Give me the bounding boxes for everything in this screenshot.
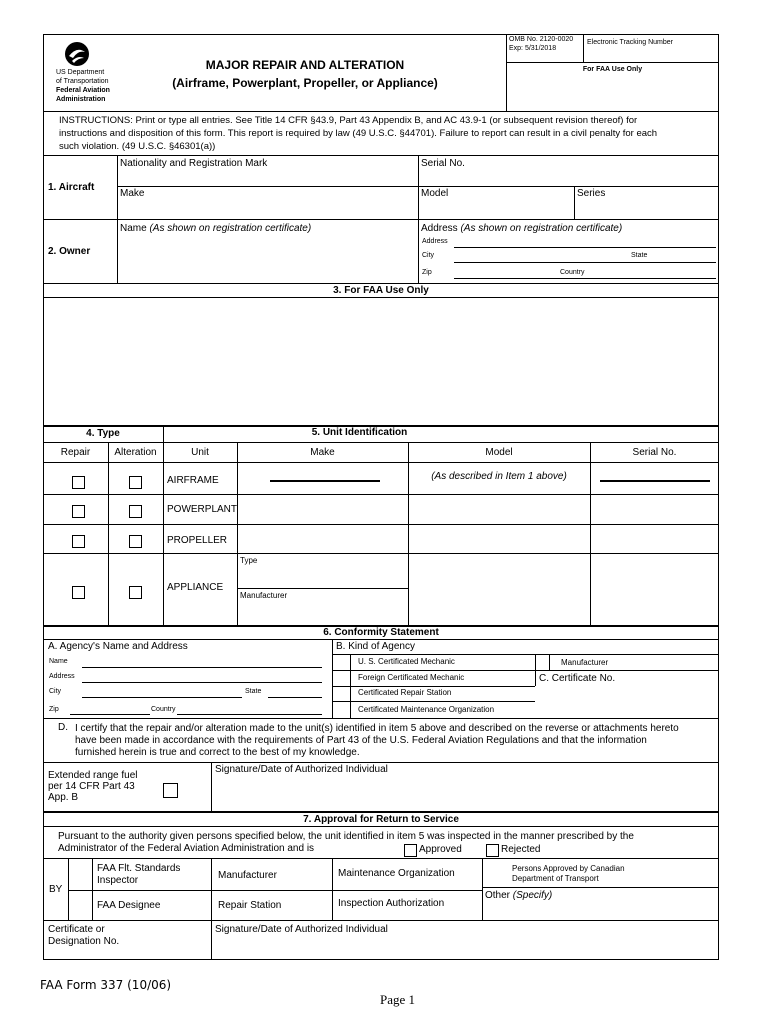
kind-repair-station-checkbox[interactable] [333,687,350,701]
appliance-manufacturer-label: Manufacturer [240,591,288,600]
appliance-manufacturer-field[interactable] [239,601,406,623]
airframe-model-note-text: (As described in Item 1 above) [431,471,567,482]
nationality-label: Nationality and Registration Mark [120,158,268,169]
faa-use-only-box [507,75,719,110]
dept-line-1: US Department [56,69,105,76]
faa-use-only-label: For FAA Use Only [582,66,643,73]
tracking-number-label: Electronic Tracking Number [587,39,673,46]
owner-name-text: Name [120,223,147,234]
flt-standards-label-1: FAA Flt. Standards [97,863,181,874]
approval-signature-label: Signature/Date of Authorized Individual [215,924,388,935]
agency-state-label: State [245,688,262,695]
certify-line-2: have been made in accordance with the requirements of Part 43 of the U.S. Federal Aviation Regulations and that the information [75,735,647,746]
airframe-make-line [270,480,380,482]
airframe-alteration-checkbox[interactable] [129,476,142,489]
dot-logo-icon [64,41,90,67]
appliance-alteration-checkbox[interactable] [129,586,142,599]
agency-city-label: City [49,688,62,695]
propeller-repair-checkbox[interactable] [72,535,85,548]
rejected-label: Rejected [501,844,541,855]
kind-maint-org-label: Certificated Maintenance Organization [358,705,495,714]
approval-maint-org-label: Maintenance Organization [338,868,455,879]
designation-no-label-2: Designation No. [48,936,120,947]
owner-city-label: City [422,252,435,259]
other-specify-field[interactable] [484,902,717,919]
agency-state-field[interactable] [268,697,322,698]
omb-expiration: Exp: 5/31/2018 [509,45,557,52]
appliance-type-label: Type [240,556,258,565]
kind-manufacturer-checkbox[interactable] [536,655,549,670]
inspection-auth-label: Inspection Authorization [338,898,445,909]
certificate-no-field[interactable] [537,687,717,717]
agency-city-field[interactable] [82,697,242,698]
agency-country-field[interactable] [177,714,322,715]
rejected-checkbox[interactable] [486,844,499,857]
owner-name-label [120,223,311,234]
agency-country-label: Country [151,706,176,713]
unit-header: Unit [191,447,209,458]
certify-d-label: D. [58,722,68,733]
powerplant-repair-checkbox[interactable] [72,505,85,518]
instructions-line-2: instructions and disposition of this form. This report is required by law (49 U.S.C. §44701). Failure to report can result in a civil penalty for each [59,128,658,139]
owner-zip-label: Zip [422,269,432,276]
serial-label: Serial No. [421,158,465,169]
propeller-label: PROPELLER [167,535,228,546]
ext-range-line-2: per 14 CFR Part 43 [48,781,135,792]
approval-line-2: Administrator of the Federal Aviation Administration and is [58,843,315,854]
designation-no-field[interactable] [44,948,210,959]
serial-header: Serial No. [632,447,677,458]
owner-address-field[interactable] [454,247,716,248]
type-section-label: 4. Type [86,428,120,439]
aircraft-series-field[interactable] [577,200,717,216]
conformity-signature-label: Signature/Date of Authorized Individual [215,764,388,775]
flt-standards-label-2: Inspector [97,875,139,886]
owner-address-note: (As shown on registration certificate) [460,223,623,234]
other-text: Other [485,890,511,901]
unit-id-section-label: 5. Unit Identification [311,427,408,438]
airframe-label: AIRFRAME [167,475,219,486]
model-header: Model [485,447,513,458]
powerplant-make-field[interactable] [239,496,406,522]
owner-section-label: 2. Owner [48,246,91,257]
kind-repair-station-label: Certificated Repair Station [358,688,452,697]
faa-use-area[interactable] [44,298,718,424]
powerplant-serial-field[interactable] [592,496,718,522]
owner-state-label: State [631,252,648,259]
certify-line-1: I certify that the repair and/or alteration made to the unit(s) identified in item 5 above and described on the reverse or attachments hereto [75,723,679,734]
faa-logo [64,41,90,67]
owner-address-sub: Address [422,238,448,245]
dept-line-4: Administration [56,96,106,103]
owner-country-label: Country [560,269,585,276]
agency-zip-field[interactable] [70,714,150,715]
ext-range-line-3: App. B [48,792,79,803]
instructions-line-3: such violation. (49 U.S.C. §46301(a)) [59,141,216,152]
agency-address-field[interactable] [82,682,322,683]
propeller-alteration-checkbox[interactable] [129,535,142,548]
agency-name-label-sm: Name [49,658,68,665]
kind-manufacturer-label: Manufacturer [561,658,609,667]
appliance-label: APPLIANCE [167,582,224,593]
tracking-number-field[interactable] [584,48,718,62]
powerplant-alteration-checkbox[interactable] [129,505,142,518]
approval-section-label: 7. Approval for Return to Service [303,814,459,825]
owner-address-label [421,223,622,234]
owner-zip-field[interactable] [454,278,716,279]
appliance-type-field[interactable] [239,566,406,586]
appliance-model-field[interactable] [410,555,588,623]
agency-name-field[interactable] [82,667,322,668]
agency-name-label: A. Agency's Name and Address [48,641,188,652]
propeller-serial-field[interactable] [592,526,718,551]
kind-of-agency-label: B. Kind of Agency [336,641,415,652]
repair-header: Repair [60,447,91,458]
canadian-label-1: Persons Approved by Canadian [512,864,625,873]
faa-designee-checkbox[interactable] [69,891,92,919]
approval-manufacturer-label: Manufacturer [218,870,277,881]
kind-foreign-mechanic-checkbox[interactable] [333,671,350,686]
page-number: Page 1 [380,992,416,1007]
airframe-model-note [408,471,590,482]
agency-address-label: Address [49,673,75,680]
approved-checkbox[interactable] [404,844,417,857]
form-number: FAA Form 337 (10/06) [40,978,172,992]
owner-name-field[interactable] [120,236,416,280]
conformity-section-label: 6. Conformity Statement [323,627,439,638]
dept-line-2: of Transportation [56,78,109,85]
approved-label: Approved [419,844,462,855]
canadian-label-2: Department of Transport [512,874,599,883]
omb-number: OMB No. 2120-0020 [509,36,574,43]
flt-standards-checkbox[interactable] [69,859,92,890]
form-title: MAJOR REPAIR AND ALTERATION [205,58,405,72]
make-header: Make [310,447,335,458]
kind-maint-org-checkbox[interactable] [333,702,350,717]
instructions-line-1: INSTRUCTIONS: Print or type all entries. See Title 14 CFR §43.9, Part 43 Appendix B, and AC 43.9-1 (or subsequent revision thereof) for [59,115,638,126]
kind-us-mechanic-checkbox[interactable] [333,655,350,670]
conformity-signature-field[interactable] [214,777,717,809]
model-label: Model [421,188,449,199]
appliance-repair-checkbox[interactable] [72,586,85,599]
propeller-make-field[interactable] [239,526,406,551]
powerplant-label: POWERPLANT [167,504,238,515]
other-note: (Specify) [512,890,553,901]
nationality-field[interactable] [120,170,416,184]
owner-city-field[interactable] [454,262,716,263]
propeller-model-field[interactable] [410,526,588,551]
approval-repair-station-label: Repair Station [218,900,282,911]
certificate-no-label: C. Certificate No. [539,673,616,684]
designation-no-label-1: Certificate or [48,924,105,935]
aircraft-serial-field[interactable] [421,170,717,184]
ext-range-line-1: Extended range fuel [48,770,138,781]
approval-signature-field[interactable] [214,936,717,959]
form-subtitle: (Airframe, Powerplant, Propeller, or Appliance) [172,76,438,90]
aircraft-make-field[interactable] [120,200,416,216]
airframe-repair-checkbox[interactable] [72,476,85,489]
approval-line-1: Pursuant to the authority given persons specified below, the unit identified in item 5 was inspected in the manner prescribed by the [58,831,634,842]
other-label [485,890,552,901]
by-label: BY [49,884,63,895]
aircraft-section-label: 1. Aircraft [48,182,95,193]
airframe-serial-line [600,480,710,482]
ext-range-checkbox[interactable] [163,783,178,798]
alteration-header: Alteration [114,447,157,458]
make-label: Make [120,188,145,199]
faa-use-section-label: 3. For FAA Use Only [333,285,429,296]
owner-address-text: Address [421,223,458,234]
kind-foreign-mechanic-label: Foreign Certificated Mechanic [358,673,465,682]
certify-line-3: furnished herein is true and correct to the best of my knowledge. [75,747,360,758]
kind-us-mechanic-label: U. S. Certificated Mechanic [358,657,455,666]
dept-line-3: Federal Aviation [56,87,110,94]
faa-designee-label: FAA Designee [97,900,161,911]
powerplant-model-field[interactable] [410,496,588,522]
owner-name-note: (As shown on registration certificate) [149,223,312,234]
agency-zip-label: Zip [49,706,59,713]
series-label: Series [577,188,606,199]
aircraft-model-field[interactable] [421,200,571,216]
appliance-serial-field[interactable] [592,555,718,623]
